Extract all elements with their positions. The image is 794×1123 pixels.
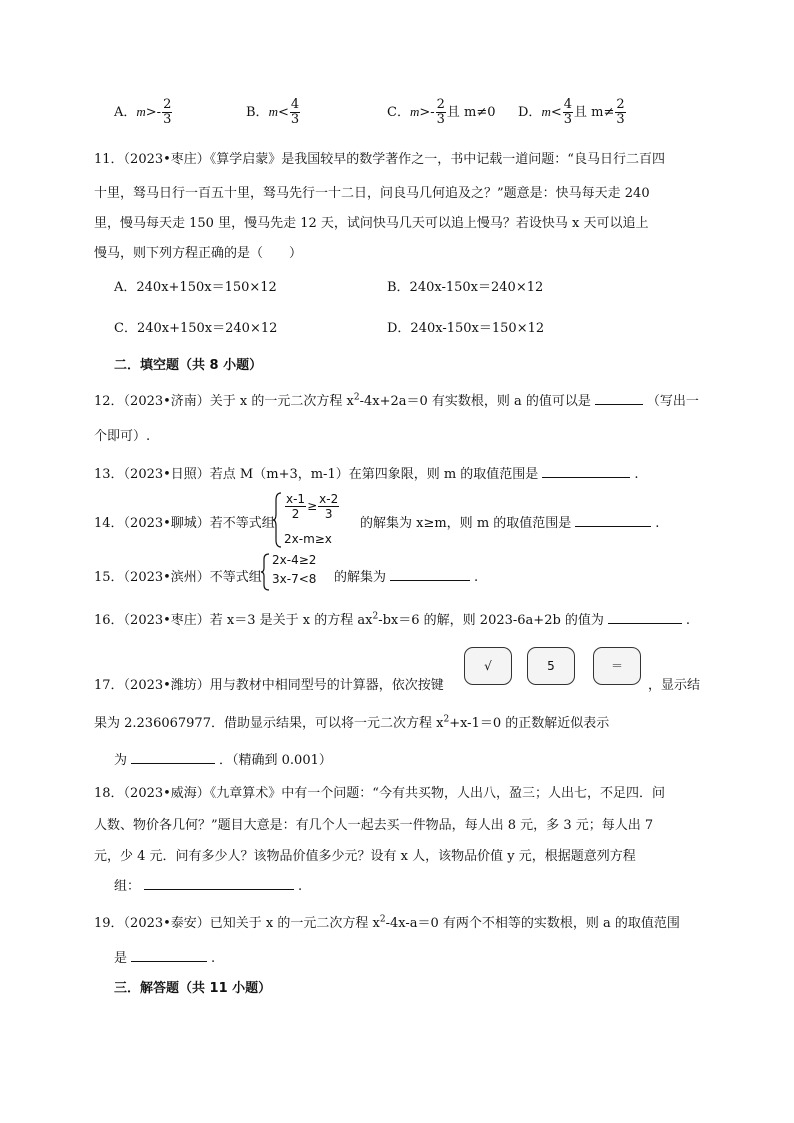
q12-line-1: 12．（2023•济南）关于 x 的一元二次方程 $x^2-4x+2a=0$ 有实数根，则 a 的值可以是 （写出一 <box>94 392 699 409</box>
q15: 15．（2023•滨州）不等式组 <box>94 570 262 585</box>
q11-line-4: 慢马，则下列方程正确的是（ ） <box>94 246 303 261</box>
q11-line-2: 十里，驽马日行一百五十里，驽马先行一十二日，问良马几何追及之？”题意是：快马每天走 240 <box>94 186 650 201</box>
answer-blank[interactable] <box>575 514 651 527</box>
five-key-button[interactable]: 5 <box>527 647 575 685</box>
sqrt-key-button[interactable]: √ <box>464 647 512 685</box>
section-2-title: 二．填空题（共 8 小题） <box>114 358 263 373</box>
answer-blank[interactable] <box>542 465 630 478</box>
q11-option-d: D．240x-150x＝150×12 <box>387 321 545 336</box>
brace-icon <box>272 492 282 548</box>
answer-blank[interactable] <box>390 568 470 581</box>
q18-line-3: 元，少 4 元．问有多少人？该物品价值多少元？设有 x 人，该物品价值 y 元，根据题意列方程 <box>94 849 636 864</box>
brace-icon <box>260 553 270 591</box>
q19-line-1: 19．（2023•泰安）已知关于 x 的一元二次方程 $x^2-4x-a=0$ 有两个不相等的实数根，则 a 的取值范围 <box>94 914 680 931</box>
equals-key-button[interactable]: ＝ <box>593 647 641 685</box>
q17-line-2: 果为 2.236067977．借助显示结果，可以将一元二次方程 $x^2+x-1=0$ 的正数解近似表示 <box>94 714 610 731</box>
q11-line-1: 11．（2023•枣庄）《算学启蒙》是我国较早的数学著作之一，书中记载一道问题：“良马日行二百四 <box>94 152 665 167</box>
q17-line-1: 17．（2023•潍坊）用与教材中相同型号的计算器，依次按键 <box>94 678 444 693</box>
option-c: C．m>- $\frac{2}{3}$ 且 m≠0 <box>387 97 496 127</box>
q14: 14．（2023•聊城）若不等式组 <box>94 516 275 531</box>
option-b: B．m< $\frac{4}{3}$ <box>246 97 300 127</box>
q13: 13．（2023•日照）若点 M（m+3，m-1）在第四象限，则 m 的取值范围是 . <box>94 467 639 482</box>
q15-system: 2x-4≥2 3x-7<8 <box>260 553 340 591</box>
section-3-title: 三．解答题（共 11 小题） <box>114 981 272 996</box>
q16: 16．（2023•枣庄）若 x＝3 是关于 x 的方程 $ax^2-bx=6$ 的解，则 2023-6a+2b 的值为 . <box>94 611 691 628</box>
q14-suffix: 的解集为 x≥m，则 m 的取值范围是 . <box>360 516 660 531</box>
q11-option-c: C．240x+150x＝240×12 <box>114 321 278 336</box>
answer-blank[interactable] <box>595 392 643 405</box>
q18-line-1: 18．（2023•威海）《九章算术》中有一个问题：“今有共买物，人出八，盈三；人出七，不足四．问 <box>94 786 665 801</box>
answer-blank[interactable] <box>608 611 682 624</box>
option-a: A．m>- $\frac{2}{3}$ <box>114 97 172 127</box>
option-d: D．m< $\frac{4}{3}$ 且 m≠ $\frac{2}{3}$ <box>518 97 625 127</box>
q11-line-3: 里，慢马每天走 150 里，慢马先走 12 天，试问快马几天可以追上慢马？若设快马 x 天可以追上 <box>94 216 649 231</box>
q11-option-b: B．240x-150x＝240×12 <box>387 280 544 295</box>
answer-blank[interactable] <box>144 877 294 890</box>
q11-option-a: A．240x+150x＝150×12 <box>114 280 277 295</box>
q12-line-2: 个即可）. <box>94 429 151 444</box>
q17-line-1-end: ，显示结 <box>648 678 701 693</box>
answer-blank[interactable] <box>131 949 207 962</box>
q14-system: $\frac{x-1}{2}$ ≥ $\frac{x-2}{3}$ 2x-m≥x <box>272 492 362 548</box>
q19-line-2: 是 . <box>114 951 216 966</box>
q18-line-4: 组： . <box>114 879 303 894</box>
q15-suffix: 的解集为 . <box>334 570 479 585</box>
answer-blank[interactable] <box>131 751 215 764</box>
q17-line-3: 为 ．（精确到 0.001） <box>114 753 332 768</box>
q18-line-2: 人数、物价各几何？”题目大意是：有几个人一起去买一件物品，每人出 8 元，多 3 元；每人出 7 <box>94 818 654 833</box>
